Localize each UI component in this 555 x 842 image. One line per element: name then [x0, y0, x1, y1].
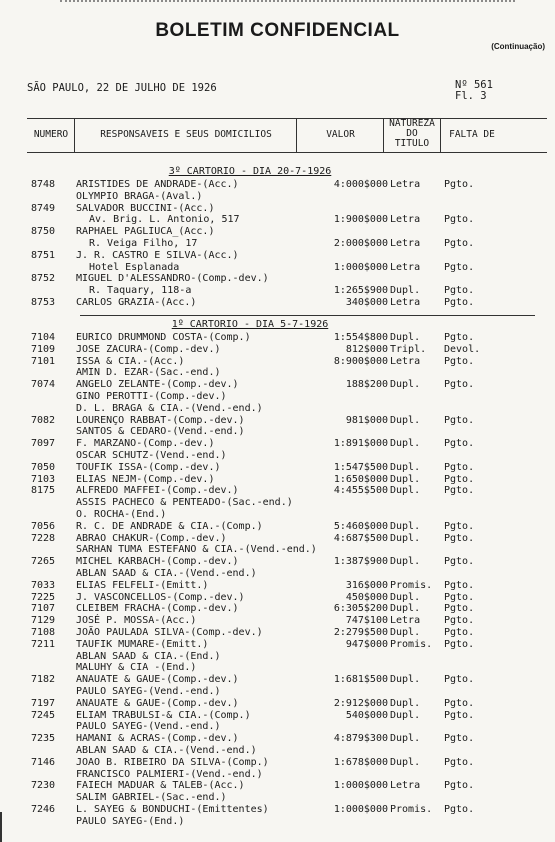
table-row [0, 745, 555, 757]
row-responsible: EURICO DRUMMOND COSTA-(Comp.) [76, 332, 251, 343]
row-responsible: ELIAS FELFELI-(Emitt.) [76, 579, 209, 591]
row-value: 1:387$900 [333, 556, 388, 568]
row-responsible: J. VASCONCELLOS-(Comp.-dev.) [76, 591, 245, 603]
row-number: 7082 [31, 414, 56, 426]
row-responsible: L. SAYEG & BONDUCHI-(Emittentes) [76, 804, 269, 815]
row-fault: Pgto. [444, 414, 475, 426]
row-number: 8753 [31, 297, 56, 308]
row-value: 4:687$500 [333, 532, 388, 544]
row-nature: Dupl. [390, 473, 421, 485]
row-responsible: JOÃO PAULADA SILVA-(Comp.-dev.) [76, 627, 263, 638]
row-nature: Dupl. [390, 697, 421, 709]
row-number: 7056 [31, 520, 56, 532]
row-number: 8752 [31, 273, 56, 285]
row-number: 7129 [31, 615, 56, 627]
row-value: 1:650$000 [333, 473, 388, 485]
page-edge-mark [0, 812, 12, 842]
table-row [0, 792, 555, 804]
table-row [0, 285, 555, 297]
row-responsible: ABLAN SAAD & CIA.-(End.) [76, 650, 221, 662]
row-number: 8750 [31, 226, 56, 238]
row-nature: Dupl. [390, 756, 421, 768]
row-nature: Dupl. [390, 414, 421, 426]
row-number: 7235 [31, 733, 56, 745]
row-nature: Dupl. [390, 485, 421, 497]
row-fault: Pgto. [444, 579, 475, 591]
continuation-label: (Continuação) [491, 42, 545, 51]
row-value: 812$000 [345, 343, 388, 355]
row-fault: Pgto. [444, 627, 475, 638]
table-row [0, 262, 555, 274]
row-value: 340$000 [345, 297, 388, 308]
row-responsible: ANGELO ZELANTE-(Comp.-dev.) [76, 379, 239, 391]
row-value: 5:460$000 [333, 520, 388, 532]
row-nature: Dupl. [390, 603, 421, 615]
row-fault: Pgto. [444, 438, 475, 450]
row-responsible: ABRAO CHAKUR-(Comp.-dev.) [76, 532, 227, 544]
col-header-responsaveis: RESPONSAVEIS E SEUS DOMICILIOS [100, 129, 272, 140]
bulletin-number: Nº 561 [455, 79, 493, 91]
row-number: 7104 [31, 332, 56, 343]
table-row [0, 238, 555, 250]
row-responsible: HAMANI & ACRAS-(Comp.-dev.) [76, 733, 239, 745]
table-row [0, 297, 555, 309]
row-value: 2:000$000 [333, 238, 388, 249]
row-value: 1:000$000 [333, 261, 388, 273]
row-value: 1:554$800 [333, 332, 388, 343]
row-fault: Pgto. [444, 238, 475, 249]
table-row [0, 379, 555, 391]
row-nature: Dupl. [390, 532, 421, 544]
table-row [0, 521, 555, 533]
row-fault: Pgto. [444, 179, 475, 190]
row-number: 8751 [31, 249, 56, 261]
row-number: 7245 [31, 709, 56, 721]
row-value: 1:681$500 [333, 674, 388, 686]
row-value: 4:455$500 [333, 485, 388, 497]
row-responsible: LOURENÇO RABBAT-(Comp.-dev.) [76, 414, 245, 426]
table-row [0, 780, 555, 792]
table-row [0, 485, 555, 497]
row-value: 2:279$500 [333, 627, 388, 638]
row-responsible: R. Veiga Filho, 17 [89, 238, 198, 249]
row-responsible: RAPHAEL PAGLIUCA_(Acc.) [76, 226, 215, 238]
row-fault: Pgto. [444, 804, 475, 815]
table-row [0, 426, 555, 438]
table-row [0, 226, 555, 238]
row-nature: Promis. [390, 804, 433, 815]
row-nature: Dupl. [390, 674, 421, 686]
row-responsible: OSCAR SCHUTZ-(Vend.-end.) [76, 450, 227, 461]
table-row [0, 214, 555, 226]
row-nature: Letra [390, 214, 421, 226]
table-row [0, 332, 555, 344]
row-nature: Promis. [390, 579, 433, 591]
row-fault: Pgto. [444, 733, 475, 745]
col-header-numero: NUMERO [33, 129, 69, 140]
table-row [0, 438, 555, 450]
row-responsible: PAULO SAYEG-(Vend.-end.) [76, 686, 221, 697]
row-fault: Pgto. [444, 355, 475, 367]
row-fault: Pgto. [444, 332, 475, 343]
row-nature: Letra [390, 615, 421, 627]
row-fault: Pgto. [444, 473, 475, 485]
table-row [0, 627, 555, 639]
row-responsible: CARLOS GRAZIA-(Acc.) [76, 297, 197, 308]
table-row [0, 710, 555, 722]
row-responsible: GINO PEROTTI-(Comp.-dev.) [76, 391, 227, 402]
row-value: 1:265$900 [333, 285, 388, 297]
table-row [0, 804, 555, 816]
table-row [0, 403, 555, 415]
table-row [0, 686, 555, 698]
row-responsible: Hotel Esplanada [89, 261, 180, 273]
row-responsible: JOSE ZACURA-(Comp.-dev.) [76, 343, 221, 355]
col-header-natureza-line3: TITULO [394, 138, 430, 149]
row-value: 2:912$000 [333, 697, 388, 709]
row-value: 981$000 [345, 414, 388, 426]
row-number: 7246 [31, 804, 56, 815]
row-nature: Dupl. [390, 332, 421, 343]
row-fault: Pgto. [444, 532, 475, 544]
row-fault: Pgto. [444, 756, 475, 768]
row-responsible: SALVADOR BUCCINI-(Acc.) [76, 202, 215, 214]
row-nature: Dupl. [390, 379, 421, 391]
row-nature: Dupl. [390, 461, 421, 473]
row-responsible: AMIN D. EZAR-(Sac.-end.) [76, 367, 221, 379]
row-fault: Pgto. [444, 697, 475, 709]
row-responsible: SANTOS & CEDARO-(Vend.-end.) [76, 426, 245, 438]
table-row [0, 556, 555, 568]
row-responsible: TAUFIK MUMARE-(Emitt.) [76, 638, 209, 650]
row-responsible: O. ROCHA-(End.) [76, 509, 167, 520]
row-nature: Letra [390, 179, 421, 190]
col-header-valor: VALOR [326, 129, 355, 140]
row-value: 188$200 [345, 379, 388, 391]
table-row [0, 580, 555, 592]
row-responsible: Av. Brig. L. Antonio, 517 [89, 214, 240, 226]
row-nature: Letra [390, 238, 421, 249]
row-number: 7230 [31, 780, 56, 792]
section-rule [80, 315, 535, 316]
row-value: 747$100 [345, 615, 388, 627]
row-fault: Pgto. [444, 709, 475, 721]
row-number: 7146 [31, 756, 56, 768]
row-number: 7228 [31, 532, 56, 544]
row-number: 7097 [31, 438, 56, 450]
table-row [0, 721, 555, 733]
row-responsible: ISSA & CIA.-(Acc.) [76, 355, 185, 367]
row-nature: Dupl. [390, 709, 421, 721]
table-row [0, 651, 555, 663]
row-responsible: ALFREDO MAFFEI-(Comp.-dev.) [76, 485, 239, 497]
row-fault: Pgto. [444, 674, 475, 686]
table-row [0, 662, 555, 674]
row-fault: Pgto. [444, 214, 475, 226]
row-value: 1:891$000 [333, 438, 388, 450]
row-fault: Pgto. [444, 556, 475, 568]
table-row [0, 509, 555, 521]
row-responsible: JOSÉ P. MOSSA-(Acc.) [76, 615, 197, 627]
row-number: 8749 [31, 202, 56, 214]
table-row [0, 615, 555, 627]
table-row [0, 356, 555, 368]
table-row [0, 698, 555, 710]
row-responsible: ELIAS NEJM-(Comp.-dev.) [76, 473, 215, 485]
sheet-number: Fl. 3 [455, 90, 487, 102]
row-number: 7107 [31, 603, 56, 615]
table-row [0, 203, 555, 215]
row-value: 1:900$000 [333, 214, 388, 226]
row-nature: Promis. [390, 638, 433, 650]
table-row [0, 674, 555, 686]
row-value: 4:000$000 [333, 179, 388, 190]
row-value: 316$000 [345, 579, 388, 591]
row-nature: Dupl. [390, 591, 421, 603]
row-responsible: ANAUATE & GAUE-(Comp.-dev.) [76, 697, 239, 709]
row-value: 540$000 [345, 709, 388, 721]
row-number: 8748 [31, 179, 56, 190]
row-fault: Pgto. [444, 780, 475, 792]
row-responsible: ABLAN SAAD & CIA.-(Vend.-end.) [76, 568, 257, 579]
row-fault: Pgto. [444, 379, 475, 391]
row-number: 7182 [31, 674, 56, 686]
col-header-natureza-line1: NATUREZA [389, 118, 435, 129]
col-header-falta: FALTA DE [449, 129, 495, 140]
row-value: 1:000$000 [333, 780, 388, 792]
row-value: 1:000$000 [333, 804, 388, 815]
row-fault: Devol. [444, 343, 481, 355]
row-value: 1:678$000 [333, 756, 388, 768]
row-nature: Letra [390, 780, 421, 792]
row-responsible: R. C. DE ANDRADE & CIA.-(Comp.) [76, 520, 263, 532]
table-row [0, 497, 555, 509]
row-nature: Dupl. [390, 556, 421, 568]
row-nature: Tripl. [390, 343, 427, 355]
table-row [0, 816, 555, 828]
row-fault: Pgto. [444, 638, 475, 650]
row-fault: Pgto. [444, 603, 475, 615]
row-responsible: PAULO SAYEG-(Vend.-end.) [76, 721, 221, 733]
row-number: 7225 [31, 591, 56, 603]
row-responsible: PAULO SAYEG-(End.) [76, 815, 185, 827]
row-responsible: FRANCISCO PALMIERI-(Vend.-end.) [76, 768, 263, 780]
row-number: 7033 [31, 579, 56, 591]
row-nature: Letra [390, 297, 421, 308]
row-responsible: MICHEL KARBACH-(Comp.-dev.) [76, 556, 239, 568]
row-responsible: TOUFIK ISSA-(Comp.-dev.) [76, 461, 221, 473]
row-responsible: F. MARZANO-(Comp.-dev.) [76, 438, 215, 450]
col-header-natureza-line2: DO [406, 128, 418, 139]
document-title: BOLETIM CONFIDENCIAL [155, 20, 400, 41]
section-title: 3º CARTORIO - DIA 20-7-1926 [168, 166, 332, 177]
table-row [0, 592, 555, 604]
table-row [0, 415, 555, 427]
row-number: 7197 [31, 697, 56, 709]
row-responsible: FAIECH MADUAR & TALEB-(Acc.) [76, 780, 245, 792]
row-fault: Pgto. [444, 285, 475, 297]
table-row [0, 273, 555, 285]
row-nature: Dupl. [390, 733, 421, 745]
row-responsible: MIGUEL D'ALESSANDRO-(Comp.-dev.) [76, 273, 269, 285]
row-responsible: D. L. BRAGA & CIA.-(Vend.-end.) [76, 402, 263, 414]
row-responsible: ANAUATE & GAUE-(Comp.-dev.) [76, 674, 239, 686]
row-number: 7103 [31, 473, 56, 485]
table-row [0, 367, 555, 379]
table-row [0, 250, 555, 262]
row-number: 7050 [31, 461, 56, 473]
row-responsible: SARHAN TUMA ESTEFANO & CIA.-(Vend.-end.) [76, 544, 317, 556]
table-row [0, 639, 555, 651]
table-row [0, 533, 555, 545]
row-number: 7074 [31, 379, 56, 391]
row-fault: Pgto. [444, 615, 475, 627]
table-row [0, 733, 555, 745]
table-row [0, 191, 555, 203]
row-value: 947$000 [345, 638, 388, 650]
row-responsible: R. Taquary, 118-a [89, 285, 192, 297]
row-responsible: ABLAN SAAD & CIA.-(Vend.-end.) [76, 745, 257, 756]
row-fault: Pgto. [444, 297, 475, 308]
row-responsible: CLEIBEM FRACHA-(Comp.-dev.) [76, 603, 239, 615]
row-number: 7108 [31, 627, 56, 638]
row-number: 7101 [31, 355, 56, 367]
row-responsible: SALIM GABRIEL-(Sac.-end.) [76, 792, 227, 804]
row-value: 8:900$000 [333, 355, 388, 367]
table-row [0, 474, 555, 486]
row-fault: Pgto. [444, 520, 475, 532]
row-nature: Letra [390, 261, 421, 273]
table-row [0, 769, 555, 781]
table-row [0, 544, 555, 556]
table-row [0, 568, 555, 580]
row-fault: Pgto. [444, 261, 475, 273]
row-nature: Dupl. [390, 520, 421, 532]
row-number: 7109 [31, 343, 56, 355]
row-responsible: ARISTIDES DE ANDRADE-(Acc.) [76, 179, 239, 190]
row-value: 450$000 [345, 591, 388, 603]
row-fault: Pgto. [444, 461, 475, 473]
row-nature: Letra [390, 355, 421, 367]
table-row [0, 450, 555, 462]
table-row [0, 757, 555, 769]
row-value: 1:547$500 [333, 461, 388, 473]
row-number: 8175 [31, 485, 56, 497]
row-value: 6:305$200 [333, 603, 388, 615]
place-date: SÃO PAULO, 22 DE JULHO DE 1926 [27, 82, 217, 94]
row-fault: Pgto. [444, 591, 475, 603]
row-nature: Dupl. [390, 285, 421, 297]
table-row [0, 603, 555, 615]
row-nature: Dupl. [390, 438, 421, 450]
table-row [0, 462, 555, 474]
row-responsible: ELIAM TRABULSI-& CIA.-(Comp.) [76, 709, 251, 721]
row-responsible: OLYMPIO BRAGA-(Aval.) [76, 190, 203, 202]
row-responsible: MALUHY & CIA -(End.) [76, 662, 197, 674]
row-value: 4:879$300 [333, 733, 388, 745]
row-nature: Dupl. [390, 627, 421, 638]
section-title: 1º CARTORIO - DIA 5-7-1926 [171, 319, 329, 330]
table-row [0, 179, 555, 191]
row-responsible: J. R. CASTRO E SILVA-(Acc.) [76, 249, 239, 261]
row-responsible: JOAO B. RIBEIRO DA SILVA-(Comp.) [76, 756, 269, 768]
table-row [0, 391, 555, 403]
row-number: 7211 [31, 638, 56, 650]
table-row [0, 344, 555, 356]
row-fault: Pgto. [444, 485, 475, 497]
row-number: 7265 [31, 556, 56, 568]
row-responsible: ASSIS PACHECO & PENTEADO-(Sac.-end.) [76, 497, 293, 509]
